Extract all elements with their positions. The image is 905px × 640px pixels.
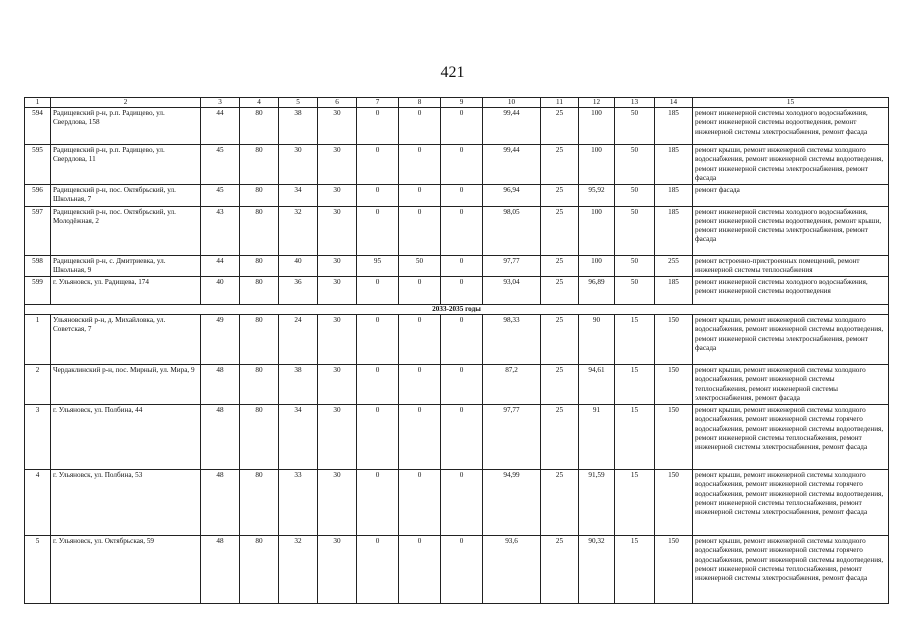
value-cell: 32 (279, 206, 318, 255)
value-cell: 0 (399, 276, 441, 304)
value-cell: 34 (279, 185, 318, 206)
value-cell: 98,33 (483, 315, 541, 365)
value-cell: 94,61 (579, 365, 615, 405)
column-number: 3 (201, 98, 240, 108)
table-row (25, 365, 889, 405)
value-cell: 80 (240, 470, 279, 536)
value-cell: 255 (655, 255, 693, 276)
value-cell: 0 (441, 365, 483, 405)
value-cell: 0 (399, 405, 441, 470)
value-cell: 50 (615, 185, 655, 206)
value-cell: 87,2 (483, 365, 541, 405)
value-cell: 50 (615, 255, 655, 276)
value-cell: 150 (655, 365, 693, 405)
value-cell: 44 (201, 108, 240, 145)
table-row (25, 536, 889, 604)
value-cell: 32 (279, 536, 318, 604)
column-number: 15 (693, 98, 889, 108)
value-cell: 98,05 (483, 206, 541, 255)
value-cell: 0 (399, 108, 441, 145)
value-cell: 25 (541, 315, 579, 365)
value-cell: 0 (399, 185, 441, 206)
row-number: 4 (25, 470, 51, 536)
value-cell: 48 (201, 365, 240, 405)
works-cell: ремонт крыши, ремонт инженерной системы холодного водоснабжения, ремонт инженерной системы теплоснабжения, ремонт инженерной системы электроснабжения, ремонт фасада (693, 365, 889, 405)
column-number: 1 (25, 98, 51, 108)
column-number: 9 (441, 98, 483, 108)
value-cell: 95,92 (579, 185, 615, 206)
row-number: 595 (25, 145, 51, 185)
address-cell: Радищевский р-н, р.п. Радищево, ул. Свердлова, 11 (51, 145, 201, 185)
value-cell: 0 (399, 536, 441, 604)
row-number: 5 (25, 536, 51, 604)
section-title: 2033-2035 годы (25, 304, 889, 314)
value-cell: 0 (441, 206, 483, 255)
value-cell: 25 (541, 365, 579, 405)
column-number: 10 (483, 98, 541, 108)
value-cell: 0 (357, 405, 399, 470)
works-cell: ремонт крыши, ремонт инженерной системы холодного водоснабжения, ремонт инженерной системы горячего водоснабжения, ремонт инженерной системы водоотведения, ремонт инженерной системы теплоснабжения, ремонт инженерной системы электроснабжения, ремонт фасада (693, 470, 889, 536)
table-row (25, 255, 889, 276)
address-cell: г. Ульяновск, ул. Радищева, 174 (51, 276, 201, 304)
address-cell: Радищевский р-н, с. Дмитриевка, ул. Школьная, 9 (51, 255, 201, 276)
value-cell: 34 (279, 405, 318, 470)
table-row (25, 315, 889, 365)
column-number: 6 (318, 98, 357, 108)
value-cell: 0 (399, 470, 441, 536)
column-number: 5 (279, 98, 318, 108)
address-cell: Чердаклинский р-н, пос. Мирный, ул. Мира, 9 (51, 365, 201, 405)
value-cell: 15 (615, 470, 655, 536)
value-cell: 90 (579, 315, 615, 365)
value-cell: 150 (655, 405, 693, 470)
value-cell: 99,44 (483, 145, 541, 185)
value-cell: 99,44 (483, 108, 541, 145)
value-cell: 185 (655, 206, 693, 255)
value-cell: 15 (615, 536, 655, 604)
value-cell: 150 (655, 536, 693, 604)
value-cell: 0 (399, 315, 441, 365)
value-cell: 185 (655, 276, 693, 304)
value-cell: 80 (240, 536, 279, 604)
value-cell: 100 (579, 108, 615, 145)
value-cell: 30 (318, 206, 357, 255)
value-cell: 48 (201, 405, 240, 470)
value-cell: 40 (201, 276, 240, 304)
column-number: 13 (615, 98, 655, 108)
value-cell: 25 (541, 185, 579, 206)
value-cell: 43 (201, 206, 240, 255)
row-number: 3 (25, 405, 51, 470)
table-row (25, 185, 889, 206)
table-row (25, 276, 889, 304)
works-cell: ремонт крыши, ремонт инженерной системы холодного водоснабжения, ремонт инженерной системы водоотведения, ремонт инженерной системы электроснабжения, ремонт фасада (693, 145, 889, 185)
value-cell: 15 (615, 365, 655, 405)
value-cell: 0 (357, 365, 399, 405)
value-cell: 97,77 (483, 405, 541, 470)
value-cell: 36 (279, 276, 318, 304)
value-cell: 48 (201, 470, 240, 536)
value-cell: 15 (615, 315, 655, 365)
value-cell: 50 (615, 206, 655, 255)
value-cell: 24 (279, 315, 318, 365)
row-number: 594 (25, 108, 51, 145)
value-cell: 30 (318, 255, 357, 276)
value-cell: 100 (579, 206, 615, 255)
value-cell: 0 (357, 108, 399, 145)
repair-table (24, 97, 889, 604)
value-cell: 0 (441, 536, 483, 604)
address-cell: Радищевский р-н, пос. Октябрьский, ул. Школьная, 7 (51, 185, 201, 206)
address-cell: Радищевский р-н, пос. Октябрьский, ул. Молодёжная, 2 (51, 206, 201, 255)
value-cell: 94,99 (483, 470, 541, 536)
value-cell: 0 (441, 108, 483, 145)
works-cell: ремонт крыши, ремонт инженерной системы холодного водоснабжения, ремонт инженерной системы горячего водоснабжения, ремонт инженерной системы водоотведения, ремонт инженерной системы теплоснабжения, ремонт инженерной системы электроснабжения, ремонт фасада (693, 405, 889, 470)
value-cell: 80 (240, 315, 279, 365)
value-cell: 30 (318, 536, 357, 604)
value-cell: 96,89 (579, 276, 615, 304)
value-cell: 30 (279, 145, 318, 185)
value-cell: 90,32 (579, 536, 615, 604)
value-cell: 25 (541, 206, 579, 255)
value-cell: 0 (441, 145, 483, 185)
value-cell: 30 (318, 108, 357, 145)
value-cell: 91,59 (579, 470, 615, 536)
value-cell: 0 (441, 405, 483, 470)
value-cell: 0 (441, 470, 483, 536)
value-cell: 33 (279, 470, 318, 536)
value-cell: 30 (318, 470, 357, 536)
value-cell: 38 (279, 365, 318, 405)
table-row (25, 470, 889, 536)
value-cell: 0 (441, 315, 483, 365)
value-cell: 80 (240, 405, 279, 470)
column-number: 14 (655, 98, 693, 108)
works-cell: ремонт фасада (693, 185, 889, 206)
value-cell: 185 (655, 108, 693, 145)
section-row (25, 304, 889, 314)
value-cell: 50 (615, 276, 655, 304)
value-cell: 40 (279, 255, 318, 276)
value-cell: 93,6 (483, 536, 541, 604)
value-cell: 30 (318, 145, 357, 185)
value-cell: 45 (201, 145, 240, 185)
value-cell: 44 (201, 255, 240, 276)
value-cell: 25 (541, 405, 579, 470)
value-cell: 0 (357, 185, 399, 206)
value-cell: 25 (541, 145, 579, 185)
table-row (25, 405, 889, 470)
works-cell: ремонт встроенно-пристроенных помещений, ремонт инженерной системы теплоснабжения (693, 255, 889, 276)
value-cell: 150 (655, 315, 693, 365)
value-cell: 0 (357, 470, 399, 536)
value-cell: 100 (579, 145, 615, 185)
value-cell: 45 (201, 185, 240, 206)
value-cell: 0 (399, 206, 441, 255)
table-row (25, 206, 889, 255)
value-cell: 185 (655, 145, 693, 185)
value-cell: 50 (615, 145, 655, 185)
table-row (25, 145, 889, 185)
value-cell: 25 (541, 276, 579, 304)
value-cell: 25 (541, 536, 579, 604)
address-cell: г. Ульяновск, ул. Октябрьская, 59 (51, 536, 201, 604)
works-cell: ремонт инженерной системы холодного водоснабжения, ремонт инженерной системы водоотведения, ремонт крыши, ремонт инженерной системы электроснабжения, ремонт фасада (693, 206, 889, 255)
row-number: 598 (25, 255, 51, 276)
value-cell: 0 (399, 145, 441, 185)
row-number: 1 (25, 315, 51, 365)
column-number: 7 (357, 98, 399, 108)
value-cell: 30 (318, 405, 357, 470)
works-cell: ремонт крыши, ремонт инженерной системы холодного водоснабжения, ремонт инженерной системы водоотведения, ремонт инженерной системы электроснабжения, ремонт фасада (693, 315, 889, 365)
address-cell: Ульяновский р-н, д. Михайловка, ул. Советская, 7 (51, 315, 201, 365)
value-cell: 93,04 (483, 276, 541, 304)
value-cell: 97,77 (483, 255, 541, 276)
value-cell: 48 (201, 536, 240, 604)
works-cell: ремонт крыши, ремонт инженерной системы холодного водоснабжения, ремонт инженерной системы горячего водоснабжения, ремонт инженерной системы водоотведения, ремонт инженерной системы теплоснабжения, ремонт инженерной системы электроснабжения, ремонт фасада (693, 536, 889, 604)
column-number: 4 (240, 98, 279, 108)
value-cell: 25 (541, 255, 579, 276)
column-number: 2 (51, 98, 201, 108)
value-cell: 50 (615, 108, 655, 145)
page-number: 421 (440, 64, 465, 81)
row-number: 597 (25, 206, 51, 255)
column-number: 12 (579, 98, 615, 108)
value-cell: 80 (240, 145, 279, 185)
value-cell: 0 (357, 206, 399, 255)
value-cell: 49 (201, 315, 240, 365)
value-cell: 95 (357, 255, 399, 276)
row-number: 2 (25, 365, 51, 405)
value-cell: 150 (655, 470, 693, 536)
value-cell: 80 (240, 255, 279, 276)
value-cell: 30 (318, 365, 357, 405)
row-number: 599 (25, 276, 51, 304)
address-cell: Радищевский р-н, р.п. Радищево, ул. Свердлова, 158 (51, 108, 201, 145)
address-cell: г. Ульяновск, ул. Полбина, 53 (51, 470, 201, 536)
column-number: 11 (541, 98, 579, 108)
value-cell: 25 (541, 108, 579, 145)
value-cell: 30 (318, 185, 357, 206)
works-cell: ремонт инженерной системы холодного водоснабжения, ремонт инженерной системы водоотведения, ремонт инженерной системы электроснабжения, ремонт фасада (693, 108, 889, 145)
table-row (25, 108, 889, 145)
value-cell: 25 (541, 470, 579, 536)
value-cell: 15 (615, 405, 655, 470)
column-number-row (25, 98, 889, 108)
value-cell: 80 (240, 206, 279, 255)
address-cell: г. Ульяновск, ул. Полбина, 44 (51, 405, 201, 470)
value-cell: 80 (240, 185, 279, 206)
column-number: 8 (399, 98, 441, 108)
value-cell: 0 (357, 276, 399, 304)
value-cell: 100 (579, 255, 615, 276)
value-cell: 96,94 (483, 185, 541, 206)
value-cell: 0 (399, 365, 441, 405)
value-cell: 50 (399, 255, 441, 276)
value-cell: 0 (357, 145, 399, 185)
value-cell: 0 (357, 536, 399, 604)
value-cell: 0 (441, 185, 483, 206)
value-cell: 38 (279, 108, 318, 145)
value-cell: 185 (655, 185, 693, 206)
value-cell: 91 (579, 405, 615, 470)
value-cell: 80 (240, 276, 279, 304)
value-cell: 30 (318, 276, 357, 304)
value-cell: 0 (441, 255, 483, 276)
value-cell: 80 (240, 365, 279, 405)
value-cell: 0 (357, 315, 399, 365)
row-number: 596 (25, 185, 51, 206)
works-cell: ремонт инженерной системы холодного водоснабжения, ремонт инженерной системы водоотведения (693, 276, 889, 304)
value-cell: 0 (441, 276, 483, 304)
value-cell: 80 (240, 108, 279, 145)
value-cell: 30 (318, 315, 357, 365)
